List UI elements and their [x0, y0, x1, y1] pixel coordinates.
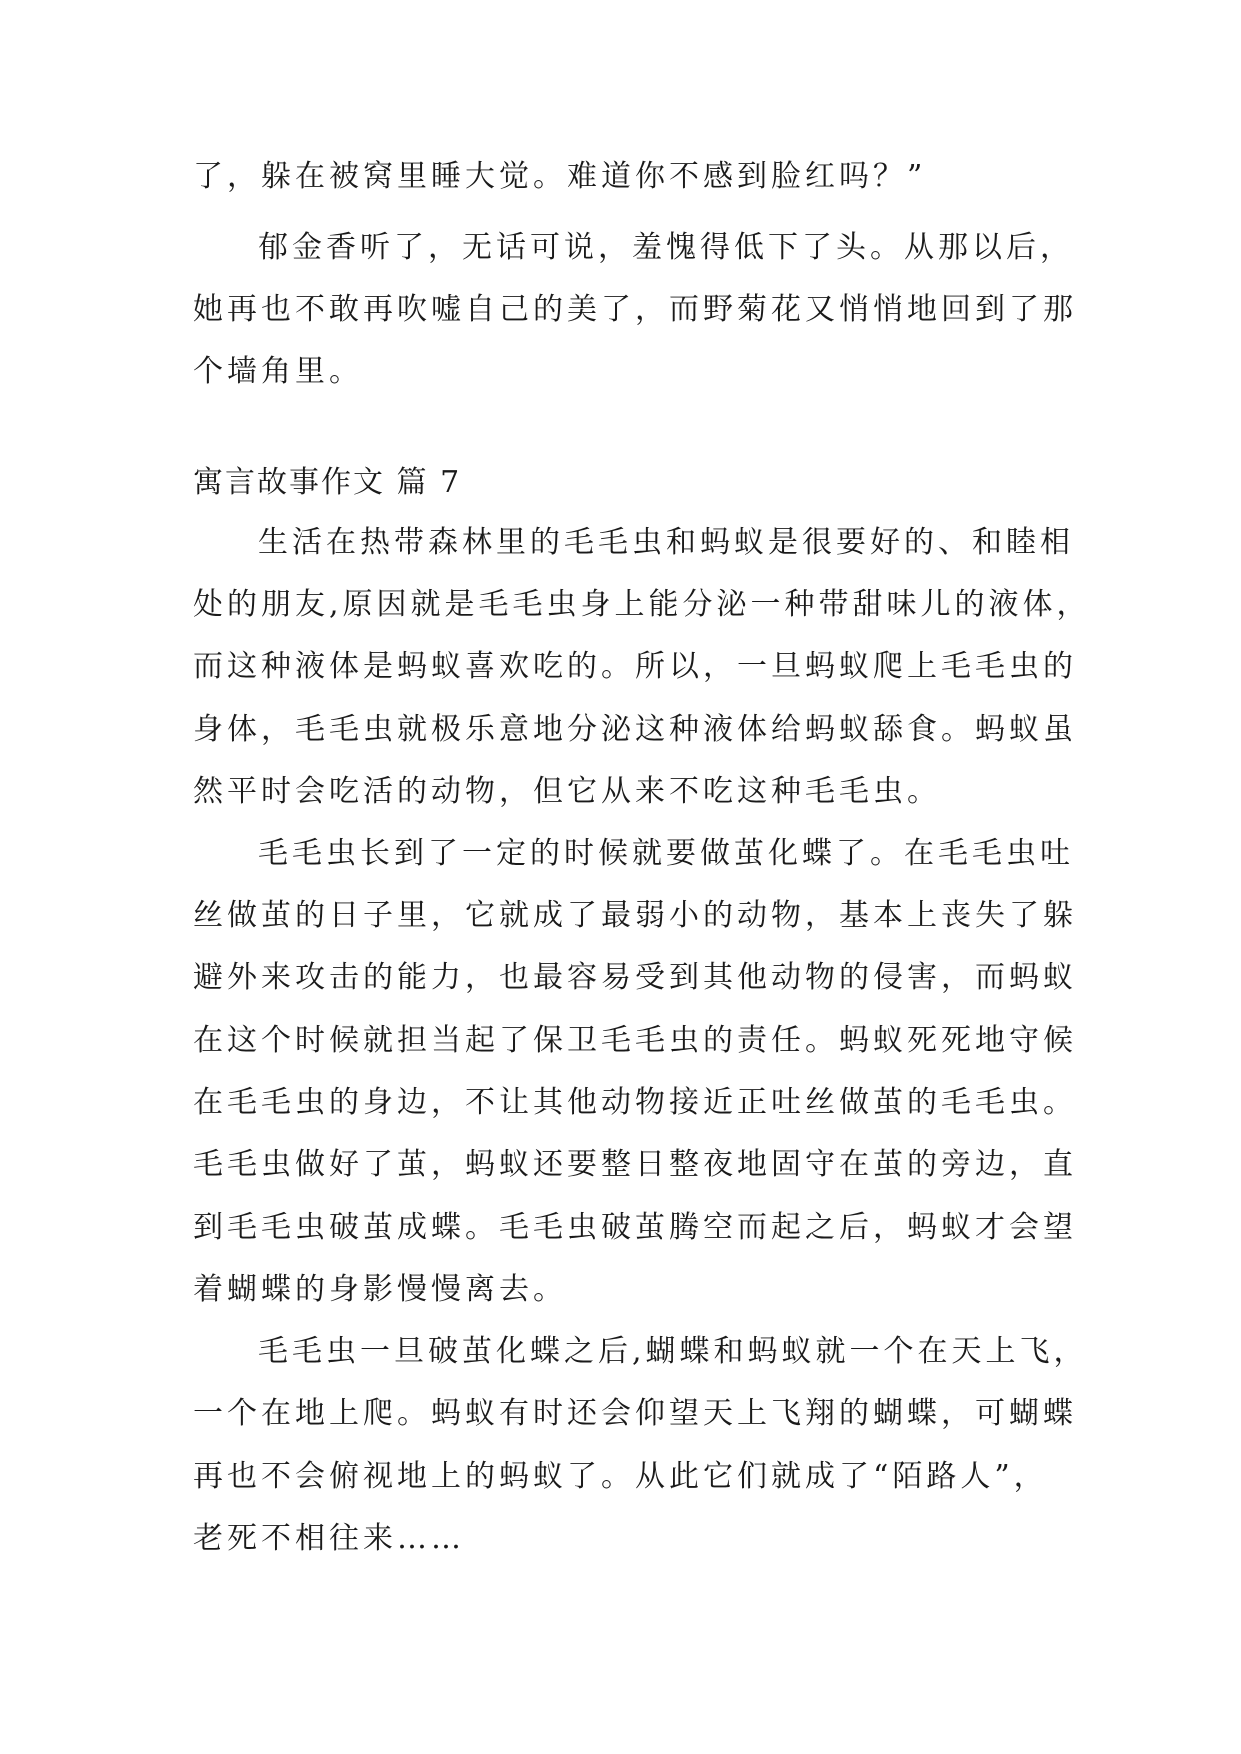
text-line: 处的朋友,原因就是毛毛虫身上能分泌一种带甜味儿的液体， [193, 587, 1091, 622]
text-line: 她再也不敢再吹嘘自己的美了，而野菊花又悄悄地回到了那 [193, 292, 1077, 327]
text-line: 然平时会吃活的动物，但它从来不吃这种毛毛虫。 [193, 774, 941, 809]
text-line: 郁金香听了，无话可说，羞愧得低下了头。从那以后， [258, 230, 1074, 265]
text-line: 了，躲在被窝里睡大觉。难道你不感到脸红吗？” [193, 159, 927, 194]
text-line: 一个在地上爬。蚂蚁有时还会仰望天上飞翔的蝴蝶，可蝴蝶 [193, 1396, 1077, 1431]
text-line: 避外来攻击的能力，也最容易受到其他动物的侵害，而蚂蚁 [193, 960, 1077, 995]
text-line: 毛毛虫长到了一定的时候就要做茧化蝶了。在毛毛虫吐 [258, 836, 1074, 871]
text-line: 生活在热带森林里的毛毛虫和蚂蚁是很要好的、和睦相 [258, 525, 1074, 560]
text-line: 到毛毛虫破茧成蝶。毛毛虫破茧腾空而起之后，蚂蚁才会望 [193, 1210, 1077, 1245]
text-line: 个墙角里。 [193, 354, 363, 389]
section-heading: 寓言故事作文 篇 7 [193, 465, 462, 500]
text-line: 而这种液体是蚂蚁喜欢吃的。所以，一旦蚂蚁爬上毛毛虫的 [193, 649, 1077, 684]
text-line: 毛毛虫做好了茧，蚂蚁还要整日整夜地固守在茧的旁边，直 [193, 1147, 1077, 1182]
text-line: 老死不相往来…… [193, 1521, 465, 1556]
text-line: 着蝴蝶的身影慢慢离去。 [193, 1272, 567, 1307]
text-line: 毛毛虫一旦破茧化蝶之后,蝴蝶和蚂蚁就一个在天上飞， [258, 1334, 1088, 1369]
text-line: 身体，毛毛虫就极乐意地分泌这种液体给蚂蚁舔食。蚂蚁虽 [193, 712, 1077, 747]
text-line: 在这个时候就担当起了保卫毛毛虫的责任。蚂蚁死死地守候 [193, 1023, 1077, 1058]
text-line: 再也不会俯视地上的蚂蚁了。从此它们就成了“陌路人”， [193, 1459, 1048, 1494]
text-line: 在毛毛虫的身边，不让其他动物接近正吐丝做茧的毛毛虫。 [193, 1085, 1077, 1120]
text-line: 丝做茧的日子里，它就成了最弱小的动物，基本上丧失了躲 [193, 898, 1077, 933]
